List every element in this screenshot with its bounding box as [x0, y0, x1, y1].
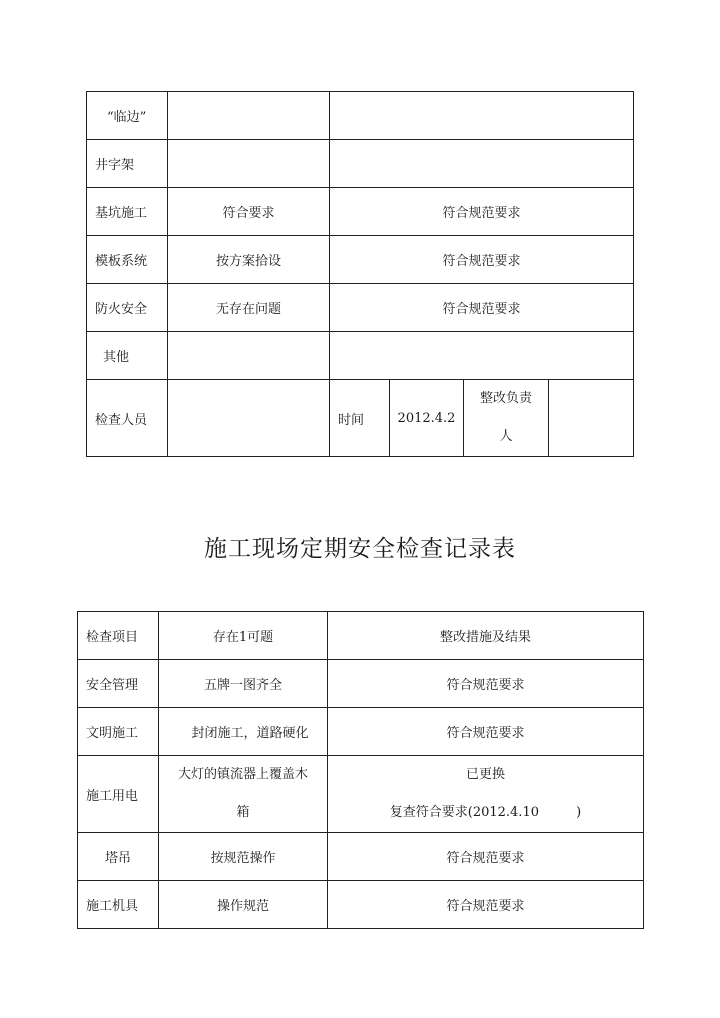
responsible-label-line1: 整改负责 — [479, 391, 532, 406]
status-cell — [168, 332, 330, 380]
inspection-table-continued — [86, 91, 634, 457]
status-cell: 按方案拾设 — [168, 236, 330, 284]
time-label: 时间 — [330, 380, 390, 457]
table-row — [87, 332, 634, 380]
responsible-label-line2: 人 — [499, 429, 513, 444]
table-header-row — [78, 612, 644, 660]
item-cell: 塔吊 — [78, 833, 159, 881]
responsible-value — [549, 380, 634, 457]
result-cell: 符合规范要求 — [328, 833, 644, 881]
header-result: 整改措施及结果 — [328, 612, 644, 660]
item-cell: 防火安全 — [87, 284, 168, 332]
status-line1: 大灯的镇流器上覆盖木 — [177, 767, 308, 782]
status-cell: 无存在问题 — [168, 284, 330, 332]
status-cell — [159, 756, 328, 833]
item-cell: 模板系统 — [87, 236, 168, 284]
status-line2: 箱 — [236, 805, 250, 820]
table-row — [87, 284, 634, 332]
item-cell: 文明施工 — [78, 708, 159, 756]
table-row — [78, 708, 644, 756]
result-cell — [330, 140, 634, 188]
result-cell: 符合规范要求 — [328, 708, 644, 756]
result-cell — [330, 92, 634, 140]
table-row — [87, 188, 634, 236]
inspector-label: 检查人员 — [87, 380, 168, 457]
header-status: 存在1可题 — [159, 612, 328, 660]
responsible-label — [464, 380, 549, 457]
item-cell: 安全管理 — [78, 660, 159, 708]
result-cell: 符合规范要求 — [330, 284, 634, 332]
result-cell: 符合规范要求 — [328, 660, 644, 708]
item-cell: 井字架 — [87, 140, 168, 188]
table-row — [78, 660, 644, 708]
document-title: 施工现场定期安全检查记录表 — [204, 536, 516, 562]
status-cell: 操作规范 — [159, 881, 328, 929]
result-cell — [330, 332, 634, 380]
item-cell: 其他 — [87, 332, 168, 380]
table-row — [78, 756, 644, 833]
status-cell: 符合要求 — [168, 188, 330, 236]
status-cell — [168, 140, 330, 188]
result-cell: 符合规范要求 — [330, 236, 634, 284]
table-row — [78, 881, 644, 929]
safety-inspection-table — [77, 611, 644, 929]
item-cell: 施工机具 — [78, 881, 159, 929]
result-cell — [328, 756, 644, 833]
result-cell: 符合规范要求 — [330, 188, 634, 236]
status-cell: 按规范操作 — [159, 833, 328, 881]
item-cell: 基坑施工 — [87, 188, 168, 236]
inspector-value — [168, 380, 330, 457]
item-cell: 施工用电 — [78, 756, 159, 833]
table-row — [87, 92, 634, 140]
result-cell: 符合规范要求 — [328, 881, 644, 929]
table-row — [78, 833, 644, 881]
table-footer-row — [87, 380, 634, 457]
time-value: 2012.4.2 — [390, 380, 464, 457]
header-item: 检查项目 — [78, 612, 159, 660]
result-line2: 复查符合要求(2012.4.10 ) — [389, 805, 582, 820]
item-cell: “临边” — [87, 92, 168, 140]
status-cell — [168, 92, 330, 140]
result-line1: 已更换 — [465, 767, 505, 782]
status-cell: 五牌一图齐全 — [159, 660, 328, 708]
table-row — [87, 236, 634, 284]
table-row — [87, 140, 634, 188]
status-cell: 封闭施工，道路硬化 — [159, 708, 328, 756]
